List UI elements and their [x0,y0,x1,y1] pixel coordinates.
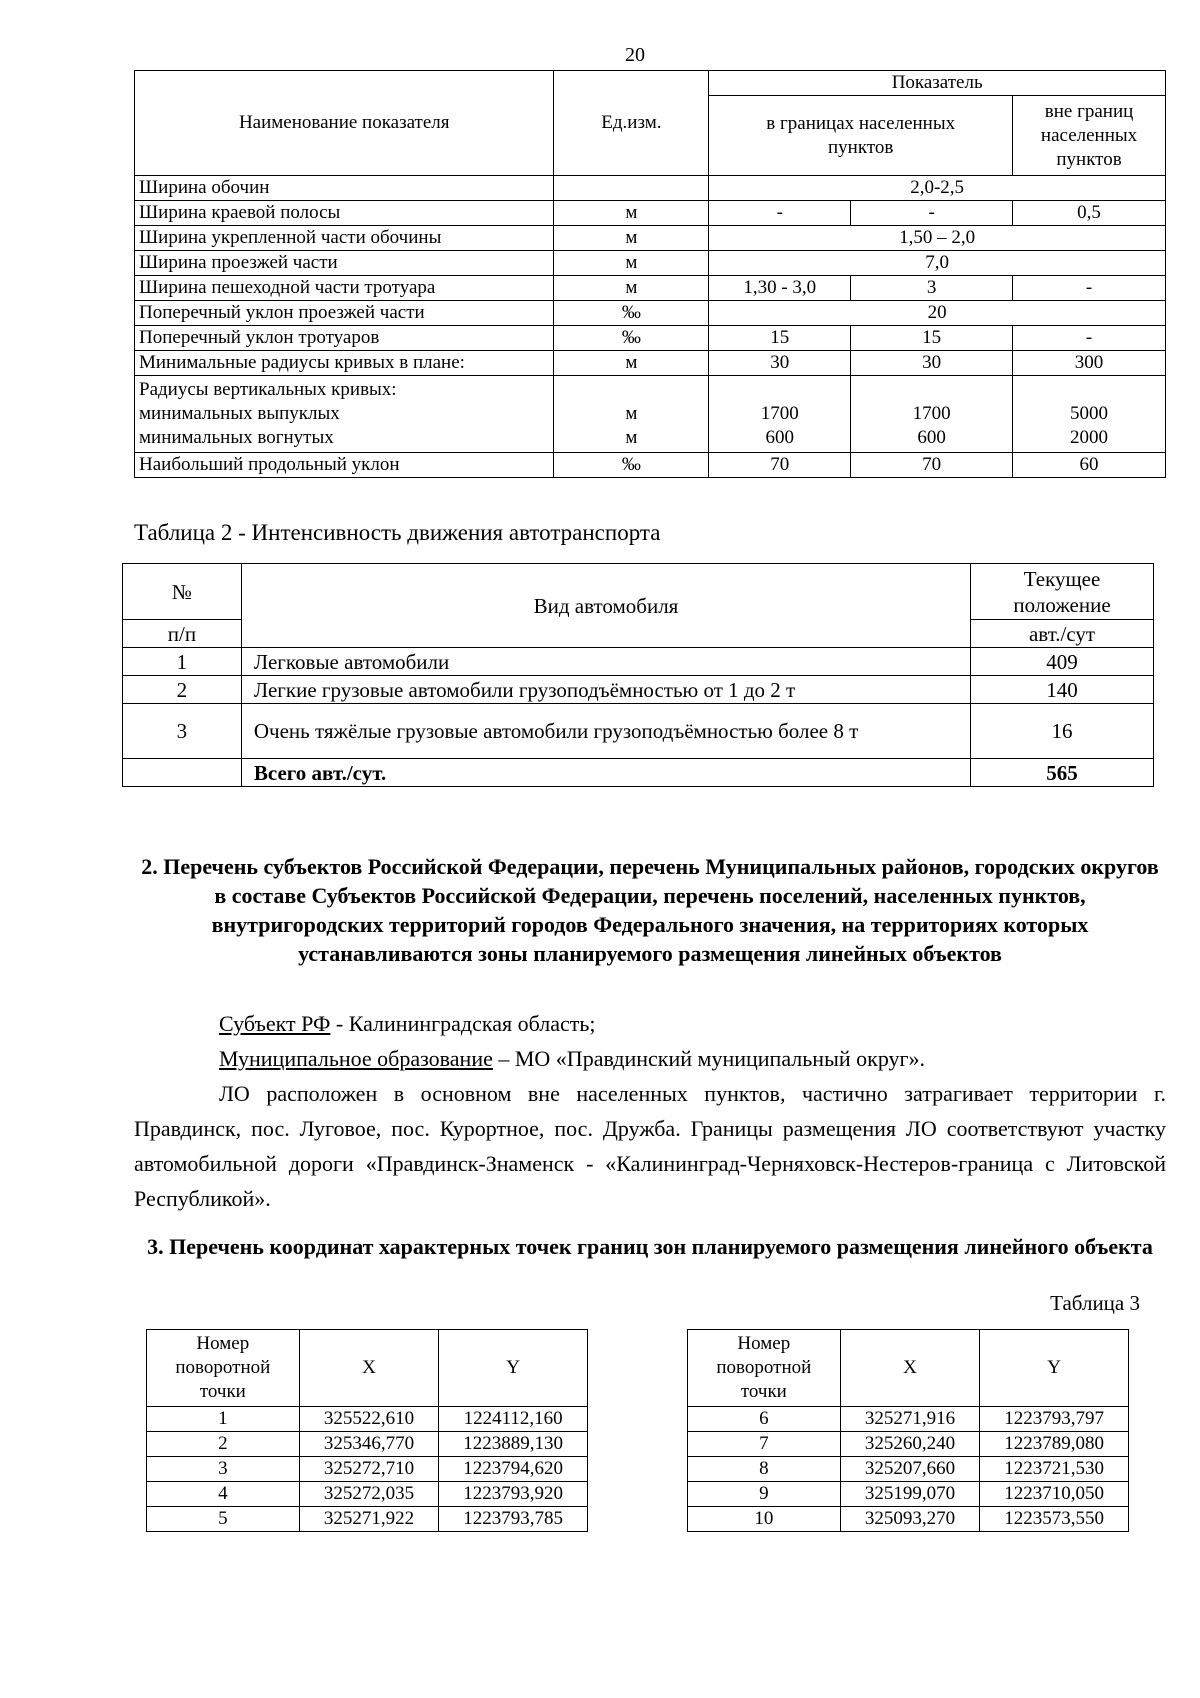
row-value-a [709,376,851,453]
page-number: 20 [625,44,645,66]
point-number: 3 [147,1457,300,1482]
radii-convex-b: 1700 [912,403,951,424]
point-x: 325260,240 [840,1432,980,1457]
table-row [123,676,1154,704]
row-value-c: - [1013,326,1166,351]
table-row [688,1507,1129,1532]
row-value-a: 15 [709,326,851,351]
coordinates-table-right [687,1329,1129,1532]
row-value: 409 [971,648,1154,676]
header-indicator: Показатель [709,71,1166,96]
header-current: Текущее положение [971,564,1154,620]
total-value: 565 [971,759,1154,787]
table3-label: Таблица 3 [1050,1291,1140,1315]
point-number: 10 [688,1507,841,1532]
row-name: Ширина укрепленной части обочины [135,226,554,251]
row-value-c [1013,376,1166,453]
row-value-b: 3 [851,276,1013,301]
point-x: 325093,270 [840,1507,980,1532]
point-y: 1223789,080 [980,1432,1129,1457]
municipal-line [219,1041,925,1076]
table-row [147,1457,588,1482]
radii-convex-name: минимальных выпуклых [139,403,340,424]
table-row [688,1482,1129,1507]
row-value-a: 1,30 - 3,0 [709,276,851,301]
road-parameters-table [134,70,1166,478]
traffic-intensity-table [122,563,1154,787]
municipal-label: Муниципальное образование [219,1046,493,1071]
point-y: 1224112,160 [439,1407,588,1432]
row-value-b: 70 [851,453,1013,478]
table-row [135,301,1166,326]
row-name: Ширина пешеходной части тротуара [135,276,554,301]
municipal-value: – МО «Правдинский муниципальный округ». [492,1046,926,1071]
point-y: 1223794,620 [439,1457,588,1482]
row-merged: 1,50 – 2,0 [709,226,1166,251]
table-row [135,351,1166,376]
table-row [147,1482,588,1507]
point-y: 1223889,130 [439,1432,588,1457]
table-header-row [147,1330,588,1407]
row-name: Ширина обочин [135,176,554,201]
radii-convex-a: 1700 [760,403,799,424]
coordinates-table-left [146,1329,588,1532]
table-header-row [123,564,1154,620]
header-point: Номер поворотной точки [688,1330,841,1407]
point-y: 1223573,550 [980,1507,1129,1532]
row-type: Легковые автомобили [241,648,970,676]
row-value-a: 30 [709,351,851,376]
point-x: 325271,922 [299,1507,439,1532]
point-number: 7 [688,1432,841,1457]
total-empty-cell [123,759,242,787]
row-value-b [851,376,1013,453]
table-row [147,1507,588,1532]
table-total-row [123,759,1154,787]
row-unit: м [554,351,709,376]
header-unit: Ед.изм. [554,71,709,176]
point-x: 325522,610 [299,1407,439,1432]
header-x: X [840,1330,980,1407]
point-y: 1223793,797 [980,1407,1129,1432]
header-num: № [123,564,242,620]
radii-convex-unit: м [625,403,638,424]
row-value-b: 15 [851,326,1013,351]
row-num: 3 [123,704,242,759]
header-y: Y [439,1330,588,1407]
table-row [123,648,1154,676]
header-outside: вне границ населенных пунктов [1013,96,1166,176]
row-unit: ‰ [554,301,709,326]
row-value: 140 [971,676,1154,704]
row-unit: м [554,226,709,251]
radii-convex-c: 5000 [1070,403,1109,424]
radii-concave-b: 600 [917,427,946,448]
section2-paragraph: ЛО расположен в основном вне населенных пунктов, частично затрагивает территории г. Правдинск, пос. Луговое, пос. Курортное, пос. Дружба. Границы размещения ЛО соответствуют участку автомобильной дороги «Правдинск-Знаменск - «Калининград-Черняховск-Нестеров-граница с Литовской Республикой». [134,1081,1166,1211]
subject-label: Субъект РФ [219,1011,331,1036]
row-value-c: - [1013,276,1166,301]
point-number: 6 [688,1407,841,1432]
row-merged: 20 [709,301,1166,326]
row-name: Поперечный уклон проезжей части [135,301,554,326]
point-y: 1223721,530 [980,1457,1129,1482]
point-x: 325346,770 [299,1432,439,1457]
table-row [135,176,1166,201]
row-value-a: - [709,201,851,226]
row-unit: м [554,276,709,301]
table-row [135,326,1166,351]
table-row [135,201,1166,226]
row-value: 16 [971,704,1154,759]
point-x: 325272,035 [299,1482,439,1507]
row-unit: ‰ [554,326,709,351]
row-name: Минимальные радиусы кривых в плане: [135,351,554,376]
point-y: 1223793,785 [439,1507,588,1532]
point-x: 325207,660 [840,1457,980,1482]
row-merged: 7,0 [709,251,1166,276]
point-number: 2 [147,1432,300,1457]
point-x: 325199,070 [840,1482,980,1507]
radii-concave-c: 2000 [1070,427,1109,448]
header-x: X [299,1330,439,1407]
row-unit [554,376,709,453]
table-row [147,1432,588,1457]
point-x: 325272,710 [299,1457,439,1482]
header-inside: в границах населенных пунктов [709,96,1013,176]
row-name: Ширина проезжей части [135,251,554,276]
table2-caption: Таблица 2 - Интенсивность движения автотранспорта [134,520,661,545]
row-value-a: 70 [709,453,851,478]
table-row [135,276,1166,301]
row-merged: 2,0-2,5 [709,176,1166,201]
table-row [688,1407,1129,1432]
row-value-c: 0,5 [1013,201,1166,226]
point-y: 1223793,920 [439,1482,588,1507]
point-number: 1 [147,1407,300,1432]
header-name: Наименование показателя [135,71,554,176]
row-value-c: 60 [1013,453,1166,478]
row-unit: м [554,251,709,276]
row-type: Очень тяжёлые грузовые автомобили грузоподъёмностью более 8 т [241,704,970,759]
row-value-b: - [851,201,1013,226]
row-unit: м [554,201,709,226]
table-row [135,376,1166,453]
radii-title: Радиусы вертикальных кривых: [139,379,397,400]
point-y: 1223710,050 [980,1482,1129,1507]
row-name: Ширина краевой полосы [135,201,554,226]
row-value-c: 300 [1013,351,1166,376]
row-unit: ‰ [554,453,709,478]
point-number: 4 [147,1482,300,1507]
section2-heading: 2. Перечень субъектов Российской Федерации, перечень Муниципальных районов, городских округов в составе Субъектов Российской Федерации, перечень поселений, населенных пунктов, внутригородских территорий городов Федерального значения, на территориях которых устанавливаются зоны планируемого размещения линейных объектов [141,854,1159,966]
table-row [688,1432,1129,1457]
total-label: Всего авт./сут. [241,759,970,787]
table-row [123,704,1154,759]
header-type: Вид автомобиля [241,564,970,648]
table-header-row [135,71,1166,96]
point-number: 5 [147,1507,300,1532]
row-value-b: 30 [851,351,1013,376]
table-row [135,226,1166,251]
subject-value: - Калининградская область; [330,1011,596,1036]
radii-concave-unit: м [625,427,638,448]
radii-concave-name: минимальных вогнутых [139,427,334,448]
radii-concave-a: 600 [765,427,794,448]
row-num: 1 [123,648,242,676]
subject-line [219,1006,596,1041]
point-number: 8 [688,1457,841,1482]
row-num: 2 [123,676,242,704]
point-x: 325271,916 [840,1407,980,1432]
row-unit [554,176,709,201]
header-unit: авт./сут [971,620,1154,648]
header-num-sub: п/п [123,620,242,648]
section3-heading: 3. Перечень координат характерных точек границ зон планируемого размещения линейного объекта [147,1234,1153,1259]
row-type: Легкие грузовые автомобили грузоподъёмностью от 1 до 2 т [241,676,970,704]
table-row [135,453,1166,478]
row-name: Поперечный уклон тротуаров [135,326,554,351]
table-row [688,1457,1129,1482]
row-name: Наибольший продольный уклон [135,453,554,478]
table-row [135,251,1166,276]
header-y: Y [980,1330,1129,1407]
row-name [135,376,554,453]
table-row [147,1407,588,1432]
table-header-row [688,1330,1129,1407]
point-number: 9 [688,1482,841,1507]
header-point: Номер поворотной точки [147,1330,300,1407]
